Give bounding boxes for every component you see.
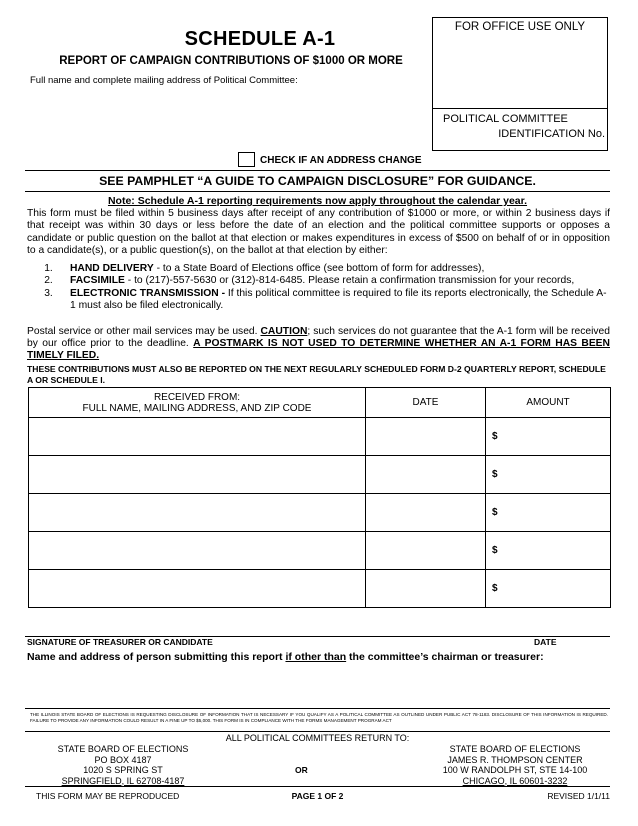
- list-item: 3. ELECTRONIC TRANSMISSION - If this political committee is required to file its reports electronically, the Schedule A-1 must also be filed electronically.: [44, 287, 607, 312]
- contributions-table: [28, 387, 611, 608]
- submitter-name-label: Name and address of person submitting this report if other than the committee’s chairman or treasurer:: [27, 651, 544, 663]
- table-row: [29, 570, 611, 608]
- also-reported-notice: THESE CONTRIBUTIONS MUST ALSO BE REPORTED ON THE NEXT REGULARLY SCHEDULED FORM D-2 QUARTERLY REPORT, SCHEDULE A OR SCHEDULE I.: [27, 364, 606, 385]
- received-from-cell[interactable]: [29, 532, 366, 570]
- amount-cell[interactable]: $: [486, 570, 611, 608]
- note-heading: Note: Schedule A-1 reporting requirements now apply throughout the calendar year.: [107, 195, 528, 207]
- table-row: [29, 456, 611, 494]
- received-from-cell[interactable]: [29, 418, 366, 456]
- caution-label: CAUTION: [260, 326, 308, 337]
- postal-notice: Postal service or other mail services may be used. CAUTION; such services do not guarantee that the A-1 form will be received by our office prior to the deadline. A POSTMARK IS NOT USED TO DETERMINE WHETHER AN A-1 FORM HAS BEEN TIMELY FILED.: [27, 326, 611, 362]
- committee-name-label: Full name and complete mailing address of Political Committee:: [30, 75, 298, 86]
- office-use-title: FOR OFFICE USE ONLY: [454, 21, 586, 33]
- committee-id-label-2: IDENTIFICATION No.: [498, 128, 605, 140]
- committee-id-label-1: POLITICAL COMMITTEE: [443, 113, 568, 125]
- chicago-address: STATE BOARD OF ELECTIONS JAMES R. THOMPSON CENTER 100 W RANDOLPH ST, STE 14-100 CHICAGO, IL 60601-3232: [442, 744, 588, 786]
- divider: [25, 731, 610, 732]
- divider: [25, 170, 610, 171]
- amount-cell[interactable]: $: [486, 456, 611, 494]
- received-from-cell[interactable]: [29, 456, 366, 494]
- filing-methods-list: [27, 263, 610, 313]
- signature-label: SIGNATURE OF TREASURER OR CANDIDATE: [27, 637, 213, 647]
- table-row: [29, 494, 611, 532]
- list-item: 2. FACSIMILE - to (217)-557-5630 or (312)-814-6485. Please retain a confirmation transmission for your records,: [44, 275, 575, 287]
- method-label: FACSIMILE: [70, 275, 125, 287]
- amount-cell[interactable]: $: [486, 418, 611, 456]
- table-header-row: [29, 388, 611, 418]
- or-label: OR: [295, 765, 308, 775]
- office-use-box: [432, 17, 608, 151]
- list-item: 1. HAND DELIVERY - to a State Board of Elections office (see bottom of form for addresses),: [44, 263, 485, 274]
- date-cell[interactable]: [366, 456, 486, 494]
- office-box-divider: [433, 108, 607, 109]
- divider: [25, 786, 610, 787]
- address-change-label: CHECK IF AN ADDRESS CHANGE: [260, 155, 422, 166]
- table-row: [29, 418, 611, 456]
- date-cell[interactable]: [366, 418, 486, 456]
- return-to-label: ALL POLITICAL COMMITTEES RETURN TO:: [225, 733, 410, 743]
- method-label: HAND DELIVERY: [70, 263, 154, 274]
- received-from-cell[interactable]: [29, 494, 366, 532]
- received-from-header: RECEIVED FROM: FULL NAME, MAILING ADDRESS, AND ZIP CODE: [29, 388, 366, 418]
- springfield-address: STATE BOARD OF ELECTIONS PO BOX 4187 1020 S SPRING ST SPRINGFIELD, IL 62708-4187: [57, 744, 189, 786]
- amount-cell[interactable]: $: [486, 494, 611, 532]
- date-cell[interactable]: [366, 532, 486, 570]
- form-title: SCHEDULE A-1: [184, 28, 336, 50]
- method-label: ELECTRONIC TRANSMISSION -: [70, 287, 226, 299]
- date-header: DATE: [366, 388, 486, 418]
- pamphlet-notice: SEE PAMPHLET “A GUIDE TO CAMPAIGN DISCLOSURE” FOR GUIDANCE.: [99, 174, 536, 188]
- postmark-warning: A POSTMARK IS NOT USED TO DETERMINE WHETHER AN A-1 FORM HAS BEEN TIMELY FILED.: [27, 338, 610, 362]
- form-subtitle: REPORT OF CAMPAIGN CONTRIBUTIONS OF $1000 OR MORE: [59, 55, 403, 67]
- filing-instructions: This form must be filed within 5 business days after receipt of any contribution of $1000 or more, or within 2 business days if that receipt was within 30 days or less before the date of an election and the political committee supports or opposes a candidate or public question on the ballot at that election or makes expenditures in excess of $500 on behalf of or in opposition to a candidate(s), or a public question(s), on the ballot at that election by either:: [27, 208, 610, 257]
- divider: [25, 708, 610, 709]
- disclosure-statement: THE ILLINOIS STATE BOARD OF ELECTIONS IS REQUESTING DISCLOSURE OF INFORMATION THAT IS NECESSARY IF YOU QUALIFY AS A POLITICAL COMMITTEE AS OUTLINED UNDER PUBLIC ACT 78-1183. DISCLOSURE OF THIS INFORMATION IS REQUIRED. FAILURE TO PROVIDE ANY INFORMATION COULD RESULT IN A FINE UP TO $5,000. THIS FORM IS IN COMPLIANCE WITH THE FORMS MANAGEMENT PROGRAM ACT: [30, 712, 608, 723]
- date-cell[interactable]: [366, 570, 486, 608]
- page-number: PAGE 1 OF 2: [291, 791, 344, 801]
- table-row: [29, 532, 611, 570]
- divider: [25, 191, 610, 192]
- received-from-cell[interactable]: [29, 570, 366, 608]
- reproduce-note: THIS FORM MAY BE REPRODUCED: [36, 791, 180, 801]
- amount-cell[interactable]: $: [486, 532, 611, 570]
- address-change-checkbox[interactable]: [238, 152, 255, 167]
- amount-header: AMOUNT: [486, 388, 611, 418]
- signature-date-label: DATE: [534, 637, 557, 647]
- revision-date: REVISED 1/1/11: [547, 791, 610, 801]
- date-cell[interactable]: [366, 494, 486, 532]
